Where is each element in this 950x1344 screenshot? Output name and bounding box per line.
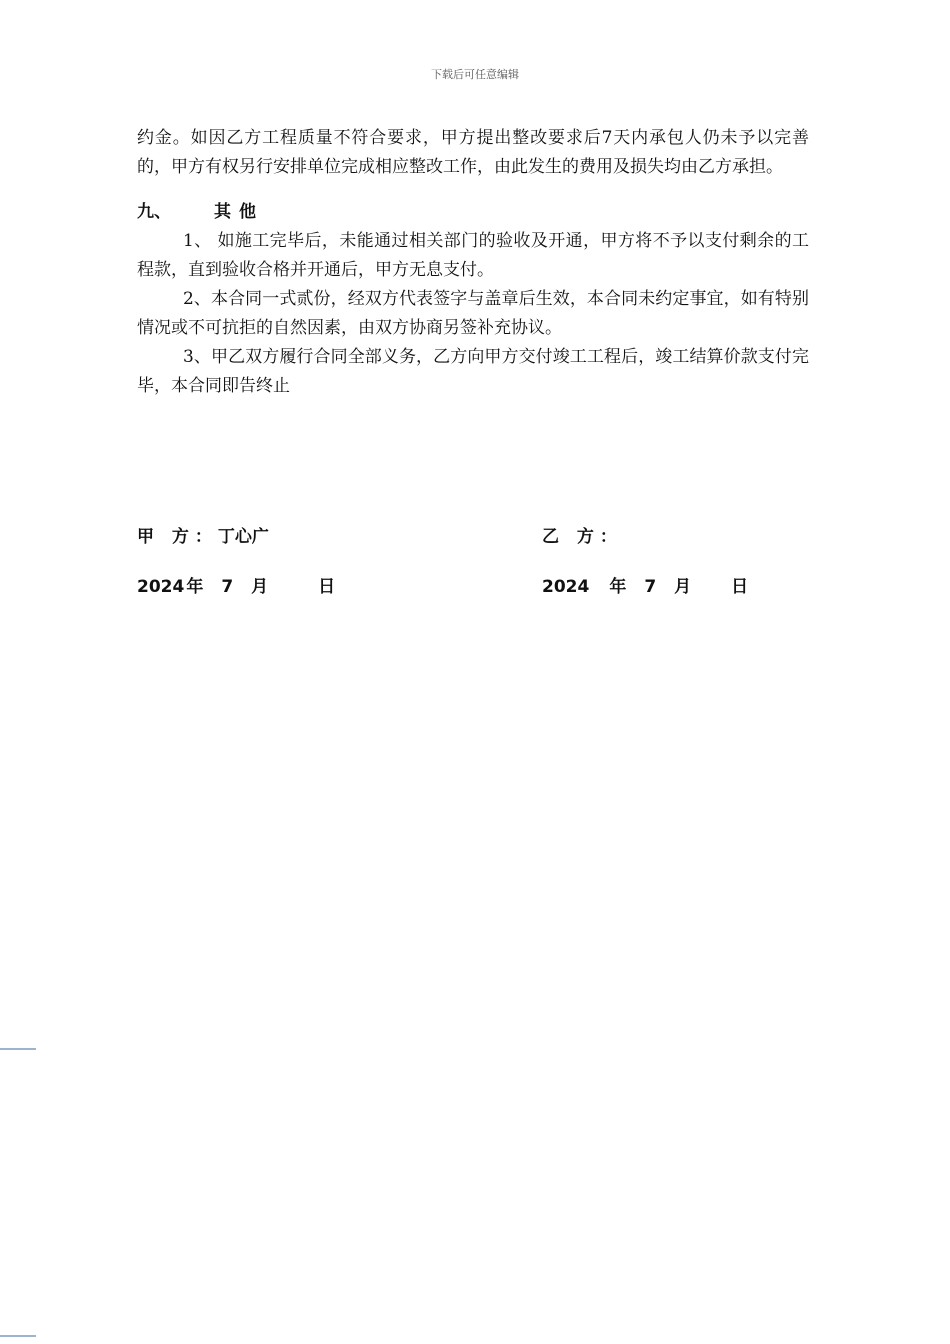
clause-2: 2、本合同一式贰份，经双方代表签字与盖章后生效，本合同未约定事宜，如有特别情况或不可抗拒的自然因素，由双方协商另签补充协议。 [137, 289, 809, 338]
party-a-month-unit: 月 [251, 577, 269, 597]
section-heading [137, 198, 809, 227]
party-a-day-unit: 日 [318, 577, 336, 597]
party-b-year-unit: 年 [609, 577, 627, 597]
party-a-name: 丁心广 [217, 527, 269, 547]
party-a-year-unit: 年 [186, 577, 204, 597]
clause-1: 1、 如施工完毕后，未能通过相关部门的验收及开通，甲方将不予以支付剩余的工程款，直到验收合格并开通后，甲方无息支付。 [137, 231, 809, 280]
contract-body [137, 124, 809, 401]
party-b-month: 7 [644, 577, 657, 597]
party-b-signature [542, 522, 623, 547]
party-a-label: 甲 方： [137, 527, 218, 547]
intro-paragraph: 约金。如因乙方工程质量不符合要求，甲方提出整改要求后7天内承包人仍未予以完善的，甲方有权另行安排单位完成相应整改工作，由此发生的费用及损失均由乙方承担。 [137, 128, 809, 177]
party-b-label: 乙 方： [542, 527, 623, 547]
party-b-date [542, 572, 748, 597]
party-b-year: 2024 [542, 577, 590, 597]
party-a-year: 2024 [137, 577, 185, 597]
section-title: 其他 [214, 202, 264, 222]
signature-row [137, 522, 817, 547]
margin-mark-lower [0, 1335, 36, 1337]
party-b-day-unit: 日 [731, 577, 749, 597]
section-number: 九、 [137, 202, 171, 222]
party-b-month-unit: 月 [674, 577, 692, 597]
party-a-month: 7 [221, 577, 234, 597]
page-header-note: 下载后可任意编辑 [431, 68, 519, 81]
clause-3: 3、甲乙双方履行合同全部义务，乙方向甲方交付竣工工程后，竣工结算价款支付完毕，本合同即告终止 [137, 347, 809, 396]
date-row [137, 572, 817, 597]
party-a-signature [137, 527, 269, 547]
party-a-date [137, 577, 335, 597]
margin-mark-upper [0, 1048, 36, 1050]
